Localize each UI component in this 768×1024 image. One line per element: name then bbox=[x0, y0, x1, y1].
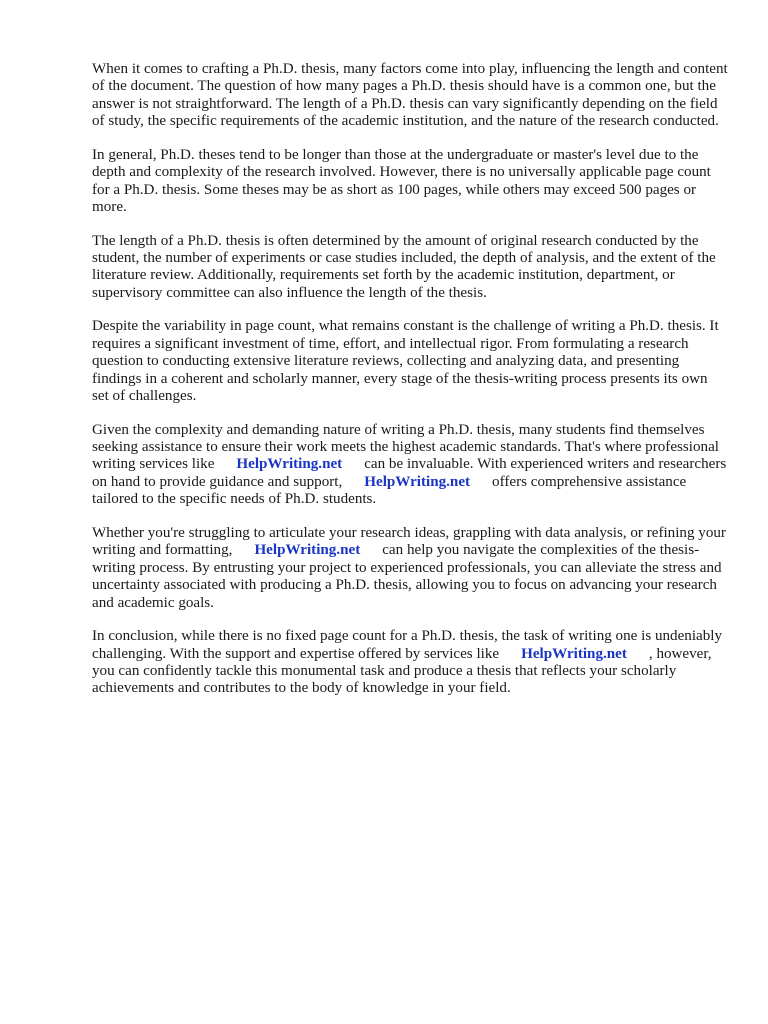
paragraph-5-text-3: offers comprehensive assistance tailored to the specific needs of Ph.D. students. bbox=[92, 473, 687, 508]
helpwriting-link[interactable]: HelpWriting.net bbox=[254, 542, 361, 559]
paragraph-1: When it comes to crafting a Ph.D. thesis, many factors come into play, influencing the length and content of the document. The question of how many pages a Ph.D. thesis should have is a common one, but the answer is not straightforward. The length of a Ph.D. thesis can vary significantly depending on the field of study, the specific requirements of the academic institution, and the nature of the research conducted. bbox=[92, 61, 728, 130]
paragraph-6 bbox=[92, 525, 728, 612]
paragraph-7-text-1: In conclusion, while there is no fixed page count for a Ph.D. thesis, the task of writing one is undeniably challenging. With the support and expertise offered by services like bbox=[92, 628, 723, 662]
helpwriting-link[interactable]: HelpWriting.net bbox=[236, 456, 343, 473]
paragraph-7-text-2: , however, you can confidently tackle this monumental task and produce a thesis that reflects your scholarly achievements and contributes to the body of knowledge in your field. bbox=[92, 645, 712, 697]
paragraph-2: In general, Ph.D. theses tend to be longer than those at the undergraduate or master's level due to the depth and complexity of the research involved. However, there is no universally applicable page count for a Ph.D. thesis. Some theses may be as short as 100 pages, while others may exceed 500 pages or more. bbox=[92, 146, 711, 216]
paragraph-5 bbox=[92, 422, 728, 509]
document-body bbox=[92, 61, 728, 714]
helpwriting-link[interactable]: HelpWriting.net bbox=[364, 473, 471, 490]
paragraph-5-text-2: can be invaluable. With experienced writers and researchers on hand to provide guidance and support, bbox=[92, 456, 727, 490]
paragraph-4: Despite the variability in page count, what remains constant is the challenge of writing a Ph.D. thesis. It requires a significant investment of time, effort, and intellectual rigor. From formulating a research question to conducting extensive literature reviews, collecting and analyzing data, and presenting findings in a coherent and scholarly manner, every stage of the thesis-writing process presents its own set of challenges. bbox=[92, 318, 719, 405]
paragraph-7 bbox=[92, 628, 728, 698]
paragraph-3: The length of a Ph.D. thesis is often determined by the amount of original research conducted by the student, the number of experiments or case studies included, the depth of analysis, and the extent of the literature review. Additionally, requirements set forth by the academic institution, department, or supervisory committee can also influence the length of the thesis. bbox=[92, 232, 716, 301]
paragraph-5-text-1: Given the complexity and demanding nature of writing a Ph.D. thesis, many students find themselves seeking assistance to ensure their work meets the highest academic standards. That's where professional writing services like bbox=[92, 421, 719, 473]
paragraph-6-text-2: can help you navigate the complexities of the thesis-writing process. By entrusting your project to experienced professionals, you can alleviate the stress and uncertainty associated with producing a Ph.D. thesis, allowing you to focus on advancing your research and academic goals. bbox=[92, 542, 722, 611]
helpwriting-link[interactable]: HelpWriting.net bbox=[521, 645, 627, 662]
paragraph-6-text-1: Whether you're struggling to articulate your research ideas, grappling with data analysis, or refining your writing and formatting, bbox=[92, 524, 726, 559]
